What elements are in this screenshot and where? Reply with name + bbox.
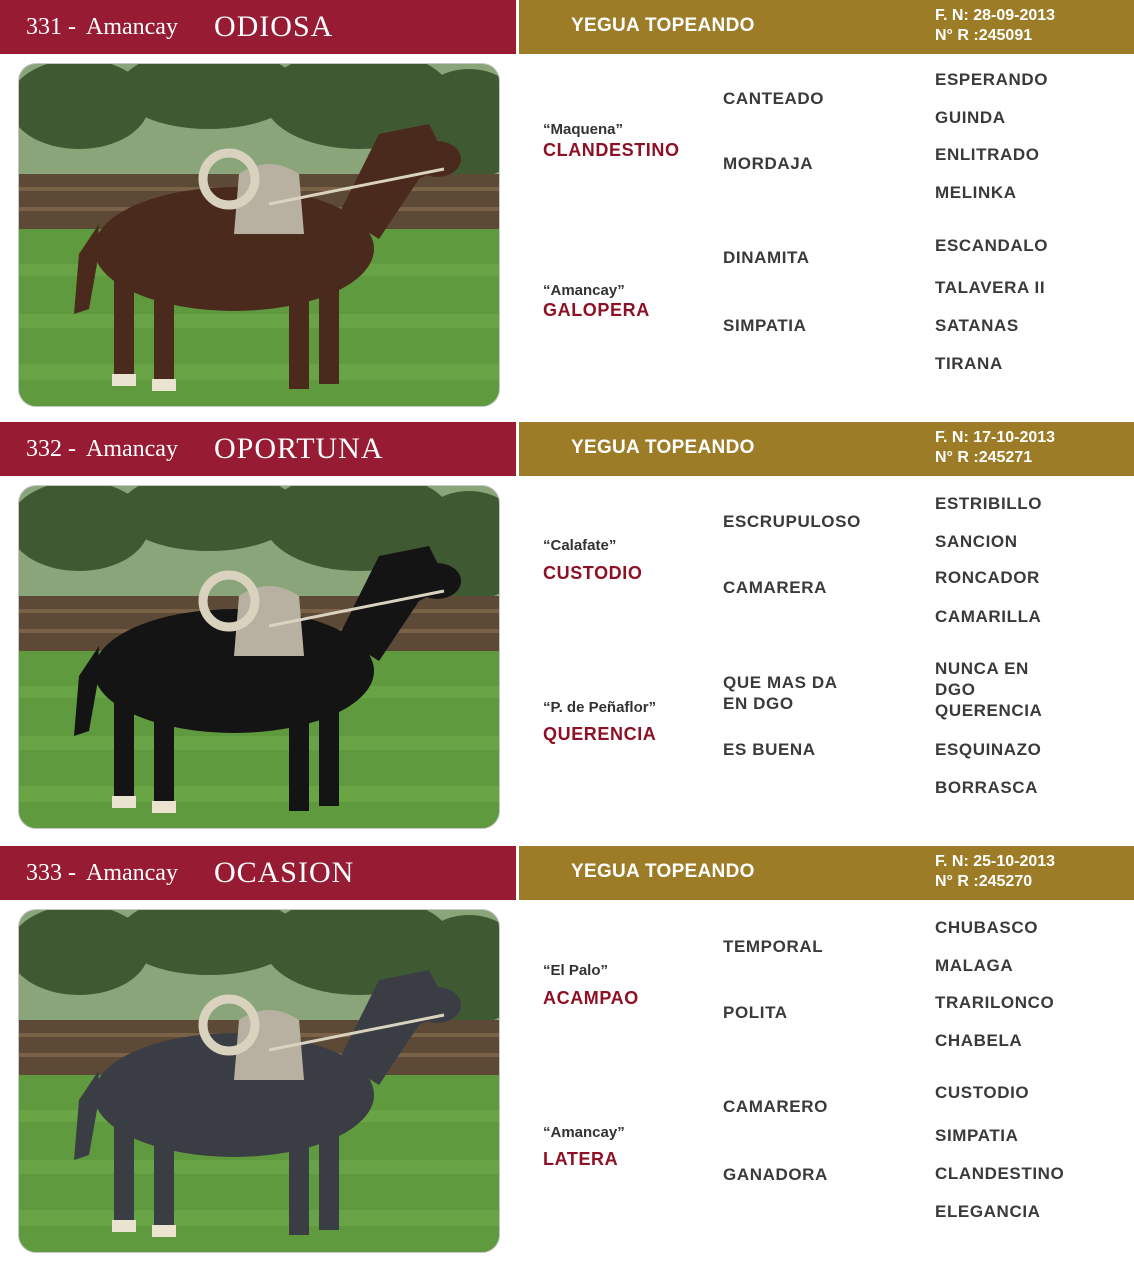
registration-info [935,428,1055,468]
great-grandparent-name: MELINKA [935,183,1017,202]
birth-date: F. N: 25-10-2013 [935,853,1056,870]
horse-photo-art [19,64,500,407]
sire-origin: “Maquena” [543,121,624,138]
breeder-name: Amancay [86,435,178,462]
great-grandparent-name: GUINDA [935,108,1006,127]
great-grandparent-name: SANCION [935,532,1018,551]
lot-info-bar [519,0,1134,54]
registration-info [935,6,1055,46]
lot-separator: - [68,13,76,40]
horse-photo [18,63,500,407]
grandparent-name: CAMARERA [723,578,827,597]
registration-number: N° R :245271 [935,449,1033,466]
grandparent-name: SIMPATIA [723,316,807,335]
great-grandparent-name: CHABELA [935,1031,1023,1050]
grandparent-name: CANTEADO [723,89,825,108]
lot-info-bar [519,422,1134,476]
great-grandparent-name: ELEGANCIA [935,1202,1041,1221]
great-grandparent-name: TRARILONCO [935,993,1055,1012]
sire-origin: “El Palo” [543,962,609,979]
great-grandparent-name: CAMARILLA [935,607,1042,626]
grandparent-name: ESCRUPULOSO [723,512,861,531]
dam-origin: “Amancay” [543,282,625,299]
birth-date: F. N: 28-09-2013 [935,7,1056,24]
lot-header [0,846,516,900]
great-grandparent-name: ENLITRADO [935,145,1040,164]
lot-number: 332 [26,435,62,462]
lot-card [0,0,1134,420]
lot-number: 331 [26,13,62,40]
lot-card [0,422,1134,842]
horse-type: YEGUA TOPEANDO [571,437,755,458]
great-grandparent-name: ESCANDALO [935,236,1049,255]
great-grandparent-name: NUNCA EN DGO QUERENCIA [935,659,1043,720]
grandparent-name: MORDAJA [723,154,814,173]
lot-separator: - [68,435,76,462]
great-grandparent-name: BORRASCA [935,778,1039,797]
lot-header [0,422,516,476]
great-grandparent-name: ESTRIBILLO [935,494,1043,513]
great-grandparent-name: CLANDESTINO [935,1164,1065,1183]
dam-origin: “P. de Peñaflor” [543,699,657,716]
grandparent-name: GANADORA [723,1165,828,1184]
great-grandparent-name: ESPERANDO [935,70,1049,89]
horse-photo [18,485,500,829]
sire-origin: “Calafate” [543,537,617,554]
dam-name: LATERA [543,1149,619,1169]
lot-info-bar [519,846,1134,900]
grandparent-name: DINAMITA [723,248,810,267]
horse-photo-art [19,910,500,1253]
horse-photo-art [19,486,500,829]
great-grandparent-name: ESQUINAZO [935,740,1042,759]
great-grandparent-name: TALAVERA II [935,278,1046,297]
lot-number: 333 [26,859,62,886]
horse-name: OCASION [213,856,355,889]
sire-name: CLANDESTINO [543,140,680,160]
grandparent-name: QUE MAS DA EN DGO [723,673,837,713]
dam-name: QUERENCIA [543,724,657,744]
horse-photo [18,909,500,1253]
registration-number: N° R :245091 [935,27,1033,44]
registration-info [935,852,1055,892]
great-grandparent-name: CUSTODIO [935,1083,1030,1102]
horse-type: YEGUA TOPEANDO [571,861,755,882]
great-grandparent-name: RONCADOR [935,568,1040,587]
registration-number: N° R :245270 [935,873,1033,890]
birth-date: F. N: 17-10-2013 [935,429,1056,446]
dam-origin: “Amancay” [543,1124,625,1141]
great-grandparent-name: SIMPATIA [935,1126,1019,1145]
grandparent-name: POLITA [723,1003,788,1022]
breeder-name: Amancay [86,13,178,40]
dam-name: GALOPERA [543,300,650,320]
horse-name: ODIOSA [213,10,334,43]
horse-name: OPORTUNA [213,432,384,465]
grandparent-name: ES BUENA [723,740,816,759]
sire-name: CUSTODIO [543,563,643,583]
grandparent-name: TEMPORAL [723,937,824,956]
breeder-name: Amancay [86,859,178,886]
great-grandparent-name: TIRANA [935,354,1003,373]
grandparent-name: CAMARERO [723,1097,828,1116]
horse-type: YEGUA TOPEANDO [571,15,755,36]
great-grandparent-name: MALAGA [935,956,1014,975]
lot-header [0,0,516,54]
great-grandparent-name: CHUBASCO [935,918,1039,937]
sire-name: ACAMPAO [543,988,639,1008]
lot-card [0,846,1134,1266]
great-grandparent-name: SATANAS [935,316,1019,335]
lot-separator: - [68,859,76,886]
